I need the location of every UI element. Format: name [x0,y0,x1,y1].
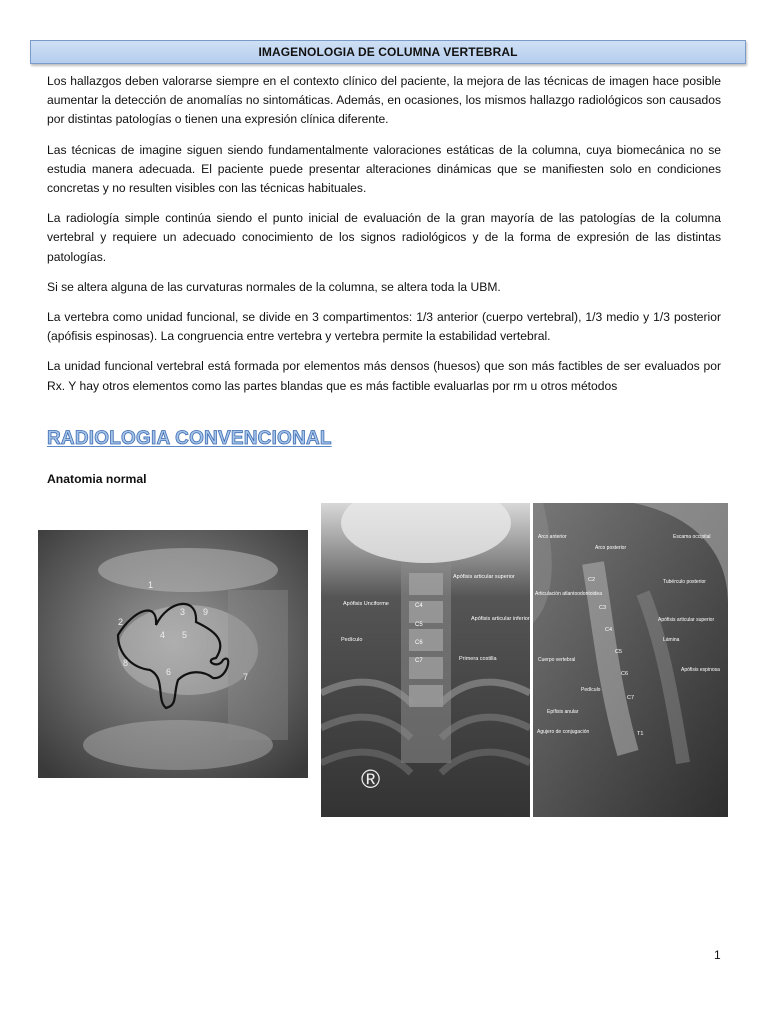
subheading: Anatomia normal [47,472,147,486]
xray-ap-label-8: C7 [415,658,423,664]
xray-ap-label-3: C4 [415,603,423,609]
xray-ap-label-9: Primera costilla [459,656,497,662]
xray-lat-label-14: C6 [621,671,629,677]
xray-lat-label-6: Tubérculo posterior [663,579,706,585]
paragraph-1: Los hallazgos deben valorarse siempre en el contexto clínico del paciente, la mejora de las técnicas de imagen hace posible aumentar la detección de anomalías no sintomáticas. Además, en ocasiones, los mismos hallazgo radiológicos son causados por distintas patologías o tienen una expresión clínica diferente. [47,74,721,127]
section-heading: RADIOLOGIA CONVENCIONAL [47,428,332,449]
xray-oblique-label-2: 2 [118,617,124,627]
xray-lat-label-5: Articulación atlantoodontoidea [535,591,602,597]
xray-oblique-label-8: 8 [123,658,129,668]
xray-ap-label-1: Apófisis articular superior [453,574,515,580]
xray-lat-label-3: Escama occipital [673,534,711,540]
paragraph-4: Si se altera alguna de las curvaturas normales de la columna, se altera toda la UBM. [47,279,501,294]
xray-oblique-label-6: 6 [166,667,172,677]
xray-lat-label-4: C2 [588,577,596,583]
xray-ap-label-2: Apófisis Unciforme [343,601,389,607]
paragraph-2: Las técnicas de imagine siguen siendo fundamentalmente valoraciones estáticas de la columna, cuya biomecánica no se estudia manera adecuada. El paciente puede presentar alteraciones dinámicas que se manifiesten solo en condiciones concretas y no resulten visibles con las técnicas habituales. [47,142,721,196]
xray-oblique-label-9: 9 [203,607,209,617]
page-number: 1 [714,948,721,962]
xray-lat-label-2: Arco posterior [595,545,627,551]
registered-watermark: ® [361,764,381,794]
xray-ap-label-7: C6 [415,640,423,646]
xray-ap-label-4: C5 [415,622,423,628]
xray-oblique-label-1: 1 [148,580,154,590]
body-text [47,72,721,407]
xray-lat-label-18: Agujero de conjugación [537,729,590,735]
xray-lat-label-17: Epífisis anular [547,709,579,715]
xray-lateral-cervical [533,503,728,817]
xray-lat-label-16: C7 [627,695,635,701]
xray-lat-label-8: Apófisis articular superior [658,617,715,623]
paragraph-5: La vertebra como unidad funcional, se divide en 3 compartimentos: 1/3 anterior (cuerpo vertebral), 1/3 medio y 1/3 posterior (apófisis espinosas). La congruencia entre vertebra y vertebra permite la estabilidad vertebral. [47,310,721,344]
xray-lat-label-7: C3 [599,605,607,611]
document-title: IMAGENOLOGIA DE COLUMNA VERTEBRAL [258,45,518,59]
xray-lat-label-12: Cuerpo vertebral [538,657,576,663]
xray-oblique-label-4: 4 [160,630,166,640]
paragraph-3: La radiología simple continúa siendo el punto inicial de evaluación de la gran mayoría de las patologías de la columna vertebral y requiere un adecuado conocimiento de los signos radiológicos y de la forma de expresión de las distintas patologías. [47,211,721,264]
xray-lat-label-11: C5 [615,649,623,655]
xray-oblique-label-5: 5 [182,630,188,640]
xray-lat-label-19: T1 [637,731,644,737]
paragraph-6: La unidad funcional vertebral está formada por elementos más densos (huesos) que son más factibles de ser evaluados por Rx. Y hay otros elementos como las partes blandas que es más factible evaluarlas por rm u otros métodos [47,359,721,393]
xray-lat-label-15: Pedículo [581,687,601,693]
xray-lat-label-13: Apófisis espinosa [681,667,720,673]
xray-oblique-lumbar [38,530,308,778]
xray-lat-label-10: Lámina [663,637,680,643]
xray-oblique-label-7: 7 [243,672,249,682]
xray-ap-label-6: Pedículo [341,637,363,643]
xray-ap-cervical [321,503,530,817]
xray-lat-label-1: Arco anterior [538,534,567,540]
xray-oblique-label-3: 3 [180,607,186,617]
title-bar [30,40,746,64]
xray-ap-label-5: Apófisis articular inferior [471,616,530,622]
xray-lat-label-9: C4 [605,627,613,633]
